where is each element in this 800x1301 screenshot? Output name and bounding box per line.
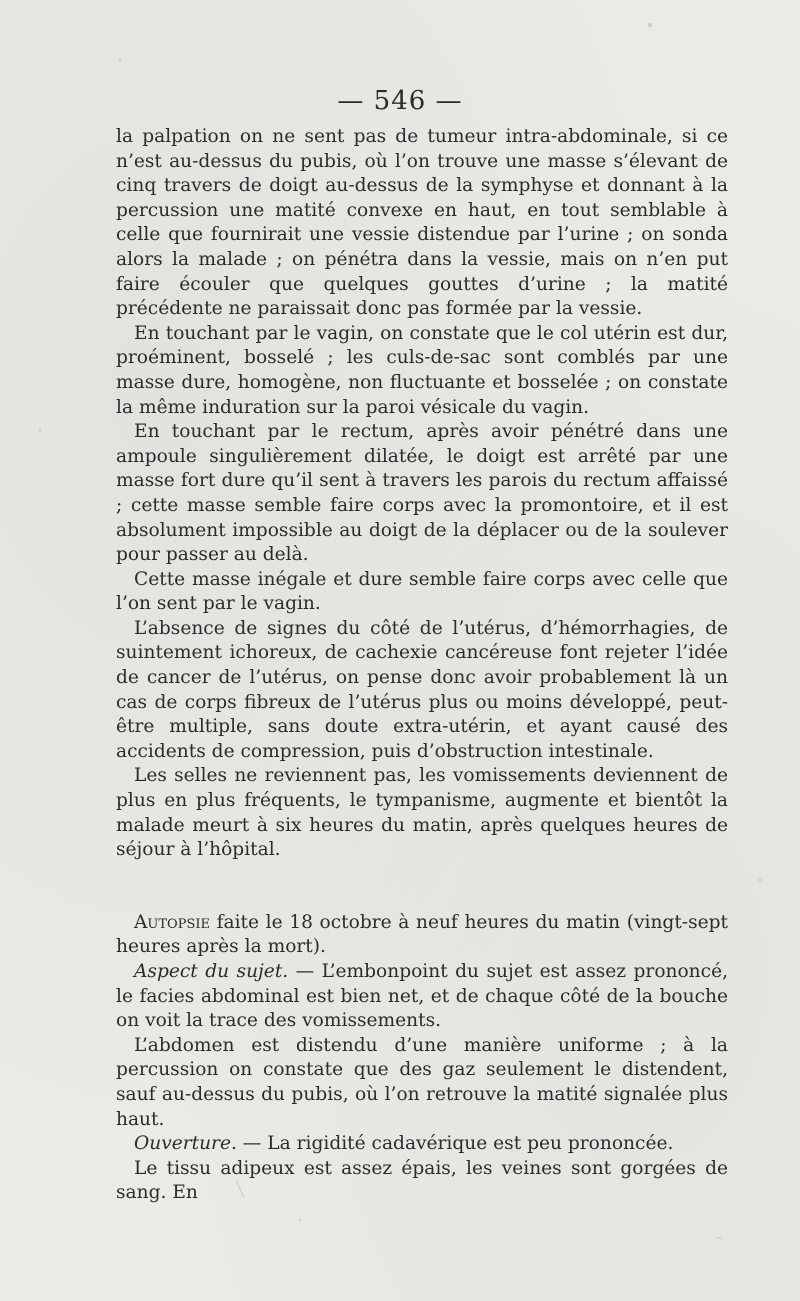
autopsie-text: faite le 18 octobre à neuf heures du matin (vingt-sept heures après la mort). [116,911,728,958]
page-number: — 546 — [337,86,463,116]
paragraph-2: En touchant par le vagin, on constate que le col utérin est dur, proéminent, bosselé ; les culs-de-sac sont comblés par une masse dure, homogène, non fluctuante et bosselée ; on constate la même induration sur la paroi vésicale du vagin. [116,322,728,418]
paragraph-aspect [116,960,728,1034]
paragraph-4: Cette masse inégale et dure semble faire corps avec celle que l’on sent par le vagin. [116,568,728,615]
paragraph-5: L’absence de signes du côté de l’utérus, d’hémorrhagies, de suintement ichoreux, de cachexie cancéreuse font rejeter l’idée de cancer de l’utérus, on pense donc avoir probablement là un cas de corps fibreux de l’utérus plus ou moins développé, peut-être multiple, sans doute extra-utérin, et ayant causé des accidents de compression, puis d’obstruction intestinale. [116,617,728,762]
ouverture-text: — La rigidité cadavérique est peu prononcée. [236,1133,674,1155]
paragraph-tissu: Le tissu adipeux est assez épais, les veines sont gorgées de sang. En [116,1157,728,1204]
body-text [116,125,728,1206]
paragraph-abdomen: L’abdomen est distendu d’une manière uniforme ; à la percussion on constate que des gaz seulement le distendent, sauf au-dessus du pubis, où l’on retrouve la matité signalée plus haut. [116,1034,728,1130]
paragraph-3: En touchant par le rectum, après avoir pénétré dans une ampoule singulièrement dilatée, le doigt est arrêté par une masse fort dure qu’il sent à travers les parois du rectum affaissé ; cette masse semble faire corps avec la promontoire, et il est absolument impossible au doigt de la déplacer ou de la soulever pour passer au delà. [116,421,728,566]
paragraph-autopsie [116,911,728,960]
autopsie-heading: Autopsie [134,911,210,933]
ouverture-heading: Ouverture. [134,1133,237,1155]
aspect-text: — L’embonpoint du sujet est assez prononcé, le facies abdominal est bien net, et de chaque côté de la bouche on voit la trace des vomissements. [116,961,728,1032]
paragraph-1: la palpation on ne sent pas de tumeur intra-abdominale, si ce n’est au-dessus du pubis, où l’on trouve une masse s’élevant de cinq travers de doigt au-dessus de la symphyse et donnant à la percussion une matité convexe en haut, en tout semblable à celle que fournirait une vessie distendue par l’urine ; on sonda alors la malade ; on pénétra dans la vessie, mais on n’en put faire écouler que quelques gouttes d’urine ; la matité précédente ne paraissait donc pas formée par la vessie. [116,126,728,320]
aspect-heading: Aspect du sujet. [134,961,289,982]
section-gap [116,863,728,911]
paragraph-6: Les selles ne reviennent pas, les vomissements deviennent de plus en plus fréquents, le tympanisme, augmente et bientôt la malade meurt à six heures du matin, après quelques heures de séjour à l’hôpital. [116,765,728,861]
paragraph-ouverture [116,1132,728,1157]
